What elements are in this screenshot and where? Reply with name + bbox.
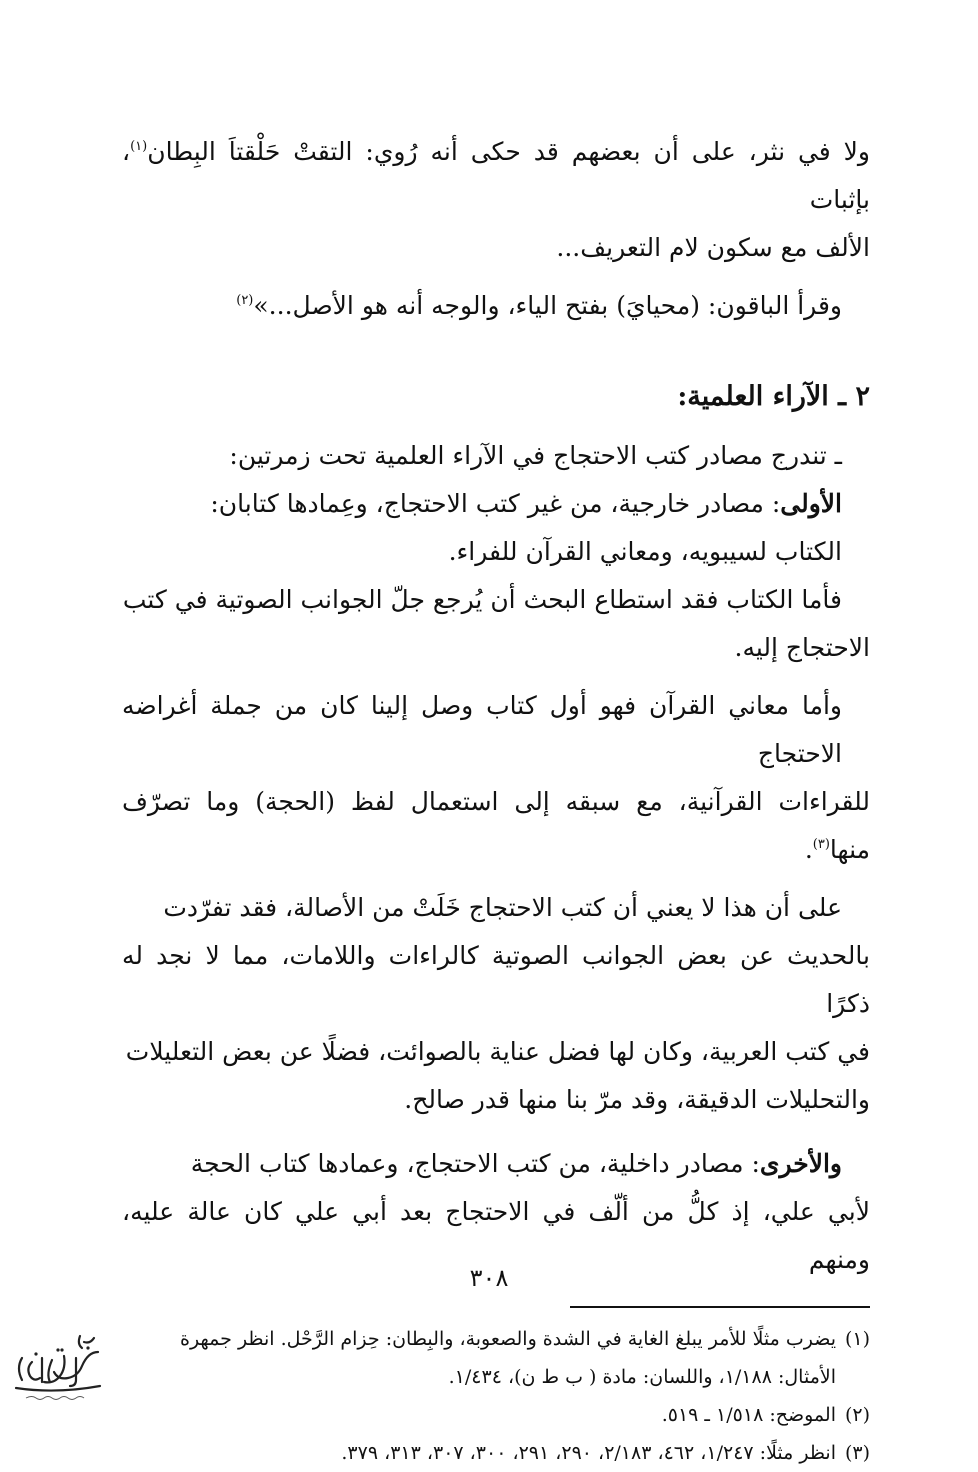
- paragraph-originality-line-1: على أن هذا لا يعني أن كتب الاحتجاج خَلَتْ من الأصالة، فقد تفرّدت: [163, 893, 842, 922]
- paragraph-originality-line-2: بالحديث عن بعض الجوانب الصوتية كالراءات واللامات، مما لا نجد له ذكرًا: [122, 941, 870, 1018]
- footnote-3-number: (٣): [844, 1442, 870, 1464]
- footnote-2-text: الموضح: ١/٥١٨ ـ ٥١٩.: [661, 1404, 836, 1426]
- paragraph-maani-line-1: وأما معاني القرآن فهو أول كتاب وصل إلينا كان من جملة أغراضه الاحتجاج: [122, 691, 842, 768]
- quote-line-1: [122, 128, 870, 224]
- quote-line-3-text: وقرأ الباقون: (محيايَ) بفتح الياء، والوجه أنه هو الأصل...»: [253, 291, 842, 320]
- footnote-1: [122, 1320, 870, 1358]
- paragraph-maani-line-2: [122, 778, 870, 874]
- footnote-2: [122, 1396, 870, 1434]
- paragraph-kitab-line-2: الاحتجاج إليه.: [734, 633, 870, 662]
- quote-line-1-tail: ، بإثبات: [122, 137, 870, 214]
- footnote-ref-2[interactable]: (٢): [236, 293, 254, 308]
- footnote-divider: [570, 1306, 870, 1308]
- other-source-label: والأخرى: [759, 1149, 842, 1178]
- quote-line-1-text: ولا في نثر، على أن بعضهم قد حكى أنه رُوي: التقتْ حَلْقتاَ البِطان: [147, 137, 870, 166]
- paragraph-originality-line-3: في كتب العربية، وكان لها فضل عناية بالصوائت، فضلًا عن بعض التعليلات: [125, 1037, 870, 1066]
- other-source-line-2: لأبي علي، إذ كلُّ من ألّف في الاحتجاج بعد أبي علي كان عالة عليه، ومنهم: [122, 1197, 870, 1274]
- paragraph-maani-period: .: [804, 835, 813, 864]
- paragraph-intro: ـ تندرج مصادر كتب الاحتجاج في الآراء العلمية تحت زمرتين:: [229, 441, 842, 470]
- footnote-1-number: (١): [844, 1328, 870, 1350]
- quote-line-3: [122, 282, 870, 330]
- paragraph-kitab-line-1: فأما الكتاب فقد استطاع البحث أن يُرجع جلّ الجوانب الصوتية في كتب: [122, 585, 842, 614]
- other-source-text: : مصادر داخلية، من كتب الاحتجاج، وعمادها كتاب الحجة: [190, 1149, 760, 1178]
- footnote-3-text: انظر مثلًا: ١/٢٤٧، ٤٦٢، ٢/١٨٣، ٢٩٠، ٢٩١، ٣٠٠، ٣٠٧، ٣١٣، ٣٧٩.: [341, 1442, 836, 1464]
- paragraph-originality-line-4: والتحليلات الدقيقة، وقد مرّ بنا منها قدر صالح.: [404, 1085, 870, 1114]
- footnotes: [122, 1320, 870, 1472]
- first-source-text: : مصادر خارجية، من غير كتب الاحتجاج، وعِمادها كتابان:: [210, 489, 781, 518]
- library-stamp-logo: [6, 1328, 106, 1408]
- footnote-ref-3[interactable]: (٣): [812, 837, 830, 852]
- footnote-3: [122, 1434, 870, 1472]
- first-source-line: [122, 480, 870, 528]
- footnote-ref-1[interactable]: (١): [130, 139, 148, 154]
- footnote-2-number: (٢): [844, 1404, 870, 1426]
- first-source-label: الأولى: [780, 489, 842, 518]
- page-number: ٣٠٨: [469, 1264, 509, 1292]
- other-source-line: [122, 1140, 870, 1188]
- body-text: [122, 128, 870, 1284]
- first-source-books: الكتاب لسيبويه، ومعاني القرآن للفراء.: [448, 537, 842, 566]
- footnote-1-continuation: الأمثال: ١/١٨٨، واللسان: مادة ( ب ط ن)، ١/٤٣٤.: [448, 1366, 836, 1388]
- quote-line-2: الألف مع سكون لام التعريف...: [556, 233, 870, 262]
- footnote-1-text: يضرب مثلًا للأمر يبلغ الغاية في الشدة والصعوبة، والبِطان: حِزام الرَّحْل. انظر جمهرة: [179, 1328, 836, 1350]
- section-heading: ٢ ـ الآراء العلمية:: [677, 381, 870, 412]
- paragraph-maani-line-2-text: للقراءات القرآنية، مع سبقه إلى استعمال لفظ (الحجة) وما تصرّف منها: [122, 787, 870, 864]
